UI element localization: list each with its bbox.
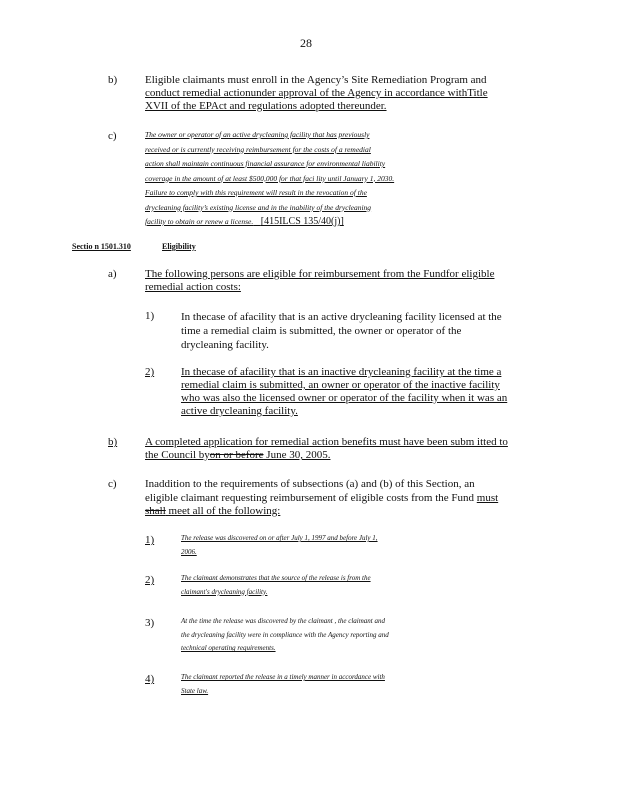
struck-text: shall (145, 505, 166, 517)
text-line (145, 215, 535, 230)
text-line: Inaddition to the requirements of subsections (a) and (b) of this Section, an (145, 478, 475, 490)
struck-text: on or before (209, 449, 264, 461)
inserted-text: must (476, 491, 499, 504)
text-line: remedial action costs: (145, 281, 241, 293)
text-line: claimant's drycleaning facility. (181, 587, 268, 596)
item-active-facility (181, 310, 536, 352)
text-line: At the time the release was discovered by the claimant , the claimant and (181, 617, 385, 625)
paragraph-application-deadline (145, 436, 541, 462)
text-line: conduct remedial actionunder approval of the Agency in accordance withTitle (145, 87, 488, 99)
text-line: In thecase of afacility that is an active drycleaning facility licensed at the (181, 311, 502, 323)
text-line (145, 505, 535, 519)
paragraph-additional-requirements (145, 478, 535, 519)
text-line: Failure to comply with this requirement will result in the revocation of the (145, 188, 367, 197)
item-timely-reporting (181, 671, 526, 698)
text-line: The following persons are eligible for reimbursement from the Fundfor eligible (145, 268, 495, 280)
para-label: a) (108, 268, 117, 280)
text-line: In thecase of afacility that is an inactive drycleaning facility at the time a (181, 366, 502, 378)
paragraph-financial-assurance (145, 128, 535, 230)
item-inactive-facility (181, 366, 539, 418)
section-title: Eligibility (162, 242, 196, 251)
page-number: 28 (300, 36, 312, 50)
text-line: coverage in the amount of at least $500,000 for that faci lity until January 1, 2030. (145, 173, 395, 183)
para-label: c) (108, 478, 117, 490)
text-line: 2006. (181, 547, 197, 556)
text-line: drycleaning facility. (181, 339, 269, 351)
text-line: The claimant reported the release in a timely manner in accordance with (181, 673, 385, 681)
item-release-date (181, 532, 526, 559)
para-label: b) (108, 436, 118, 448)
text-line: Eligible claimants must enroll in the Agency’s Site Remediation Program and (145, 74, 487, 86)
item-label: 1) (145, 310, 155, 322)
text-line: State law. (181, 686, 209, 695)
statute-citation: [415ILCS 135/40(j)] (260, 216, 344, 227)
text-line: action shall maintain continuous financial assurance for environmental liability (145, 159, 386, 168)
text-line: time a remedial claim is submitted, the owner or operator of the (181, 325, 462, 337)
section-number: Sectio n 1501.310 (72, 242, 131, 251)
text-line: The owner or operator of an active drycleaning facility that has previously (145, 130, 370, 139)
paragraph-eligible-claimants (145, 74, 525, 113)
text-line: eligible claimant requesting reimbursement of eligible costs from the Fund (145, 491, 475, 504)
text-line: The release was discovered on or after July 1, 1997 and before July 1, (181, 534, 378, 542)
section-heading (72, 242, 196, 251)
text-line: meet all of the following: (168, 505, 281, 517)
item-source-demonstration (181, 572, 526, 599)
item-label: 3) (145, 617, 155, 629)
item-label: 4) (145, 673, 155, 685)
text-line: the Council by (145, 449, 210, 461)
text-line: June 30, 2005. (263, 449, 331, 461)
item-label: 2) (145, 574, 155, 586)
text-line (145, 449, 541, 462)
text-line: A completed application for remedial action benefits must have been subm itted to (145, 436, 508, 448)
text-line: technical operating requirements. (181, 644, 276, 652)
text-line: active drycleaning facility. (181, 405, 298, 417)
para-label: c) (108, 130, 117, 142)
para-label: b) (108, 74, 118, 86)
text-line: XVII of the EPAct and regulations adopted thereunder. (145, 100, 387, 112)
text-line: drycleaning facility’s existing license and in the inability of the drycleaning (145, 202, 372, 212)
item-label: 2) (145, 366, 155, 378)
paragraph-eligible-persons (145, 268, 535, 294)
item-label: 1) (145, 534, 155, 546)
text-line: The claimant demonstrates that the source of the release is from the (181, 574, 371, 582)
item-compliance (181, 615, 526, 656)
text-line (145, 492, 535, 506)
text-line: remedial claim is submitted, an owner or operator of the inactive facility (181, 379, 500, 391)
text-line: facility to obtain or renew a license. (145, 217, 254, 226)
text-line: who was also the licensed owner or operator of the facility when it was an (181, 392, 508, 404)
text-line: the drycleaning facility were in compliance with the Agency reporting and (181, 630, 389, 639)
text-line: received or is currently receiving reimbursement for the costs of a remedial (145, 144, 371, 154)
